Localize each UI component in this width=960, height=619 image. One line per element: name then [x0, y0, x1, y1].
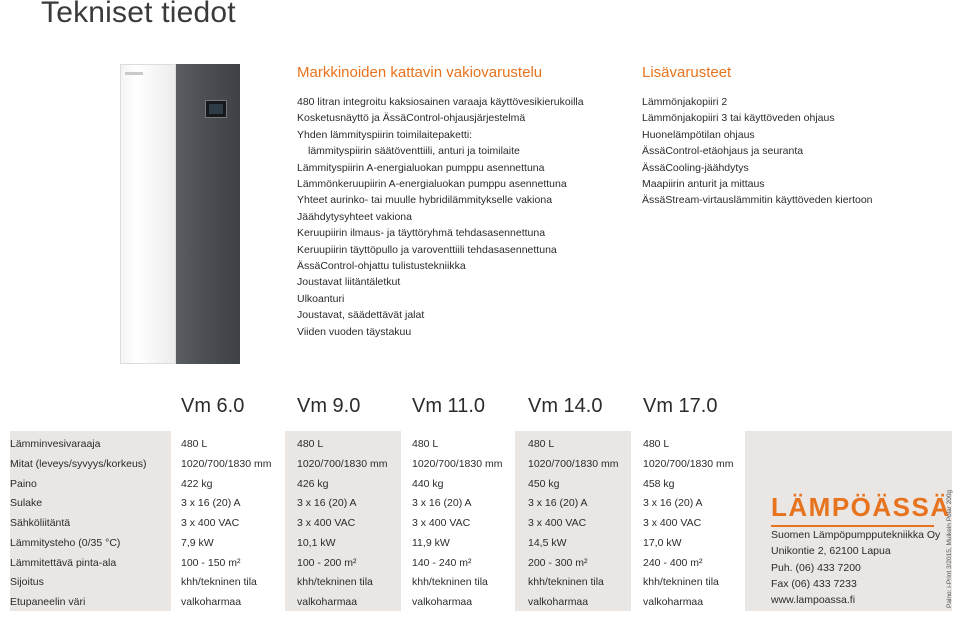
company-phone: Puh. (06) 433 7200	[771, 562, 861, 574]
spec-cell: valkoharmaa	[643, 596, 704, 608]
spec-cell: 450 kg	[528, 478, 560, 490]
spec-cell: 480 L	[528, 438, 555, 450]
spec-cell: 3 x 400 VAC	[643, 517, 702, 529]
model-header: Vm 14.0	[528, 395, 603, 417]
spec-cell: khh/tekninen tila	[412, 576, 488, 588]
spec-cell: 1020/700/1830 mm	[297, 458, 388, 470]
model-header: Vm 17.0	[643, 395, 718, 417]
spec-cell: valkoharmaa	[528, 596, 589, 608]
spec-row-label: Lämmitysteho (0/35 °C)	[10, 537, 121, 549]
brand-logo-underline	[771, 525, 934, 527]
standard-item: Yhteet aurinko- tai muulle hybridilämmitykselle vakiona	[297, 194, 553, 207]
heat-pump-product-image	[120, 64, 240, 364]
spec-cell: 100 - 150 m²	[181, 557, 241, 569]
accessory-item: Lämmönjakopiiri 3 tai käyttöveden ohjaus	[642, 112, 835, 125]
unit-front-logo	[125, 72, 143, 75]
touchscreen-display	[205, 100, 227, 118]
standard-item: Viiden vuoden täystakuu	[297, 325, 412, 338]
spec-cell: 422 kg	[181, 478, 213, 490]
spec-cell: 3 x 400 VAC	[412, 517, 471, 529]
spec-cell: 140 - 240 m²	[412, 557, 472, 569]
standard-equipment-heading: Markkinoiden kattavin vakiovarustelu	[297, 64, 543, 81]
spec-row-label: Etupaneelin väri	[10, 596, 86, 608]
standard-item: 480 litran integroitu kaksiosainen varaaja käyttövesikierukoilla	[297, 96, 584, 108]
standard-equipment-list	[297, 94, 627, 340]
model-header: Vm 9.0	[297, 395, 361, 417]
spec-row-label: Paino	[10, 478, 37, 490]
standard-item: Lämmityspiirin A-energialuokan pumppu asennettuna	[297, 161, 545, 174]
accessories-heading: Lisävarusteet	[642, 64, 732, 81]
spec-cell: 3 x 16 (20) A	[181, 497, 241, 509]
spec-row-label: Sähköliitäntä	[10, 517, 71, 529]
standard-item: Yhden lämmityspiirin toimilaitepaketti:	[297, 128, 473, 141]
spec-cell: khh/tekninen tila	[297, 576, 373, 588]
standard-item: Jäähdytysyhteet vakiona	[297, 210, 412, 223]
spec-cell: 1020/700/1830 mm	[412, 458, 503, 470]
standard-item: Keruupiirin ilmaus- ja täyttöryhmä tehdasasennettuna	[297, 227, 546, 240]
company-name: Suomen Lämpöpumpputekniikka Oy	[771, 529, 941, 541]
spec-cell: khh/tekninen tila	[181, 576, 257, 588]
spec-cell: 480 L	[412, 438, 439, 450]
spec-cell: valkoharmaa	[412, 596, 473, 608]
accessory-item: Lämmönjakopiiri 2	[642, 96, 728, 108]
standard-item: Lämmönkeruupiirin A-energialuokan pumppu asennettuna	[297, 178, 567, 191]
spec-cell: valkoharmaa	[297, 596, 358, 608]
spec-cell: 11,9 kW	[412, 537, 450, 549]
spec-cell: 480 L	[643, 438, 670, 450]
standard-item: Joustavat, säädettävät jalat	[297, 309, 425, 322]
spec-row-label: Lämminvesivaraaja	[10, 438, 101, 450]
spec-row-label: Lämmitettävä pinta-ala	[10, 557, 117, 569]
accessory-item: ÄssäCooling-jäähdytys	[642, 161, 749, 174]
print-credit: Paino: i-Print 3/2015, Muikein Polar 200g	[946, 489, 953, 608]
brand-logo: LÄMPÖÄSSÄ	[771, 492, 951, 522]
spec-cell: 7,9 kW	[181, 537, 214, 549]
spec-cell: valkoharmaa	[181, 596, 242, 608]
accessory-item: ÄssäControl-etäohjaus ja seuranta	[642, 145, 804, 158]
spec-cell: 240 - 400 m²	[643, 557, 703, 569]
spec-row-label: Sulake	[10, 497, 43, 509]
spec-cell: 10,1 kW	[297, 537, 336, 549]
company-fax: Fax (06) 433 7233	[771, 578, 857, 590]
brand-logo-area	[771, 492, 951, 527]
spec-cell: 440 kg	[412, 478, 444, 490]
spec-cell: 3 x 400 VAC	[297, 517, 356, 529]
spec-row-label: Sijoitus	[10, 576, 44, 588]
spec-cell: 3 x 16 (20) A	[643, 497, 703, 509]
accessory-item: Maapiirin anturit ja mittaus	[642, 178, 765, 191]
spec-cell: 3 x 16 (20) A	[297, 497, 357, 509]
spec-cell: 14,5 kW	[528, 537, 567, 549]
model-header: Vm 11.0	[412, 395, 485, 417]
standard-item: ÄssäControl-ohjattu tulistustekniikka	[297, 260, 466, 273]
spec-cell: 200 - 300 m²	[528, 557, 588, 569]
standard-item: Keruupiirin täyttöpullo ja varoventtiili tehdasasennettuna	[297, 243, 557, 256]
spec-cell: 426 kg	[297, 478, 329, 490]
standard-item: lämmityspiirin säätöventtiili, anturi ja toimilaite	[308, 145, 520, 158]
spec-cell: 3 x 400 VAC	[528, 517, 587, 529]
standard-item: Joustavat liitäntäletkut	[297, 276, 401, 289]
spec-cell: 480 L	[181, 438, 208, 450]
spec-cell: 1020/700/1830 mm	[528, 458, 619, 470]
standard-item: Kosketusnäyttö ja ÄssäControl-ohjausjärjestelmä	[297, 112, 526, 125]
unit-front-panel	[120, 64, 176, 364]
company-website[interactable]: www.lampoassa.fi	[771, 594, 856, 606]
spec-cell: 3 x 16 (20) A	[412, 497, 472, 509]
spec-cell: 17,0 kW	[643, 537, 682, 549]
accessories-list	[642, 94, 942, 209]
accessory-item: ÄssäStream-virtauslämmitin käyttöveden kiertoon	[642, 194, 873, 207]
page-title: Tekniset tiedot	[41, 0, 236, 29]
spec-cell: 480 L	[297, 438, 324, 450]
spec-cell: 1020/700/1830 mm	[181, 458, 272, 470]
accessory-item: Huonelämpötilan ohjaus	[642, 128, 755, 141]
model-header: Vm 6.0	[181, 395, 245, 417]
spec-cell: 3 x 400 VAC	[181, 517, 240, 529]
spec-cell: khh/tekninen tila	[528, 576, 604, 588]
spec-cell: 3 x 16 (20) A	[528, 497, 588, 509]
spec-cell: khh/tekninen tila	[643, 576, 719, 588]
spec-row-label: Mitat (leveys/syvyys/korkeus)	[10, 458, 147, 470]
standard-item: Ulkoanturi	[297, 292, 345, 305]
spec-cell: 1020/700/1830 mm	[643, 458, 734, 470]
spec-cell: 458 kg	[643, 478, 675, 490]
company-address: Unikontie 2, 62100 Lapua	[771, 545, 891, 557]
spec-cell: 100 - 200 m²	[297, 557, 357, 569]
